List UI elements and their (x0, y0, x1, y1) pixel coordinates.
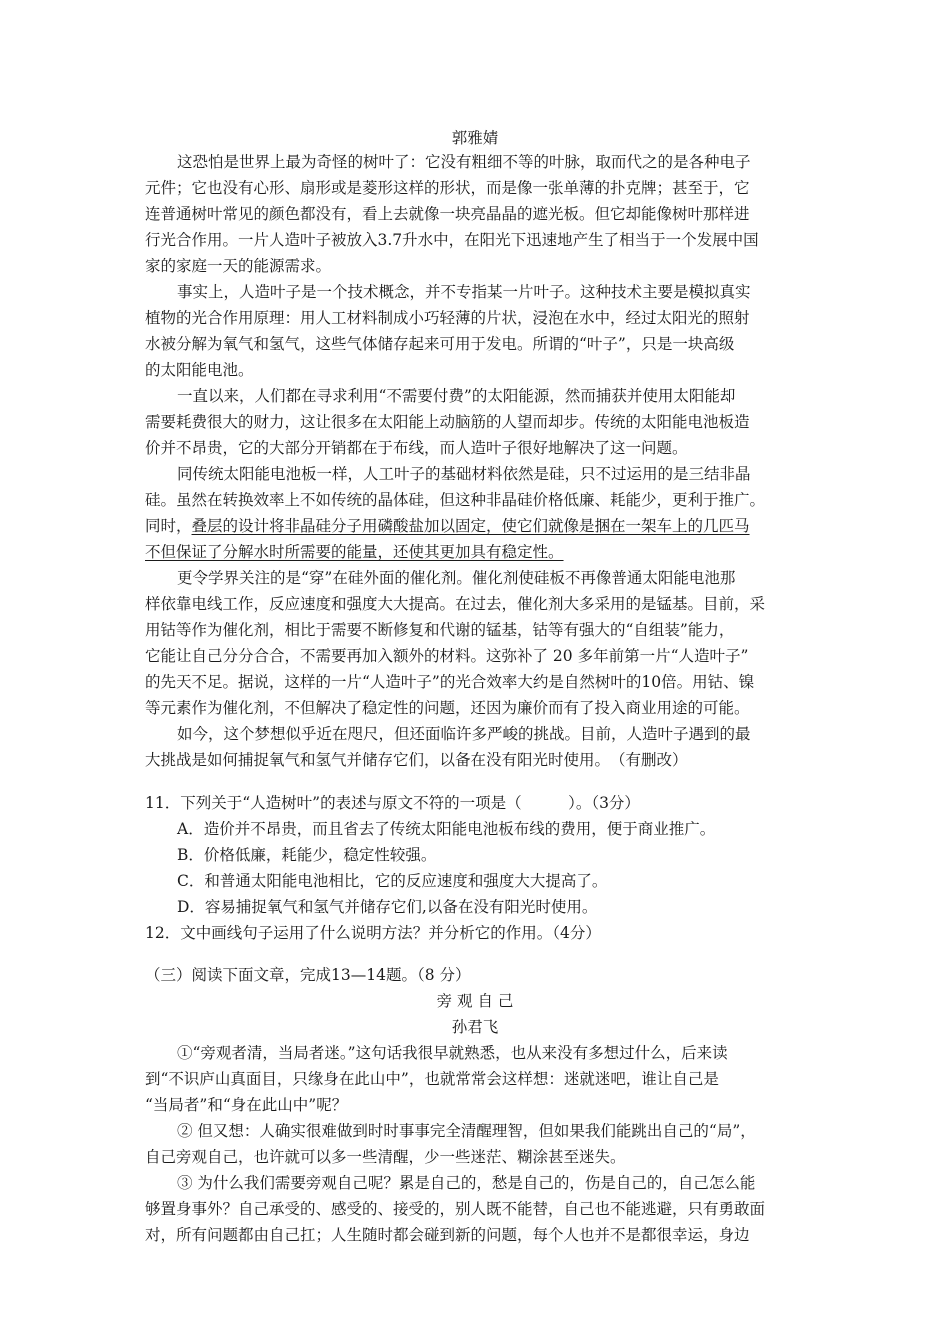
paragraph-line: 植物的光合作用原理：用人工材料制成小巧轻薄的片状，浸泡在水中，经过太阳光的照射 (145, 309, 750, 327)
paragraph-line: 家的家庭一天的能源需求。 (145, 257, 332, 275)
paragraph-line: 自己旁观自己，也许就可以多一些清醒，少一些迷茫、糊涂甚至迷失。 (145, 1148, 626, 1166)
paragraph-line: 更令学界关注的是“穿”在硅外面的催化剂。催化剂使硅板不再像普通太阳能电池那 (177, 569, 736, 587)
paragraph-line: 的先天不足。据说，这样的一片“人造叶子”的光合效率大约是自然树叶的10倍。用钴、镍 (145, 673, 755, 691)
paragraph-line: 价并不昂贵，它的大部分开销都在于布线，而人造叶子很好地解决了这一问题。 (145, 439, 688, 457)
paragraph-line: 同传统太阳能电池板一样，人工叶子的基础材料依然是硅，只不过运用的是三结非晶 (177, 465, 751, 483)
question-11-option-b: B．价格低廉，耗能少，稳定性较强。 (177, 846, 437, 864)
paragraph-line (145, 513, 805, 539)
paragraph-line: 连普通树叶常见的颜色都没有，看上去就像一块亮晶晶的遮光板。但它却能像树叶那样进 (145, 205, 750, 223)
paragraph-line: 事实上，人造叶子是一个技术概念，并不专指某一片叶子。这种技术主要是模拟真实 (177, 283, 751, 301)
article-author: 郭雅婧 (451, 129, 499, 147)
paragraph-line: 对，所有问题都由自己扛；人生随时都会碰到新的问题，每个人也并不是都很幸运，身边 (145, 1226, 750, 1244)
underlined-sentence: 叠层的设计将非晶硅分子用磷酸盐加以固定，使它们就像是捆在一架车上的几匹马 (191, 517, 750, 535)
paragraph-line: 它能让自己分分合合，不需要再加入额外的材料。这弥补了 20 多年前第一片“人造叶子” (145, 647, 749, 665)
article-title: 旁 观 自 己 (436, 992, 514, 1010)
paragraph-line: 样依靠电线工作，反应速度和强度大大提高。在过去，催化剂大多采用的是锰基。目前，采 (145, 595, 766, 613)
paragraph-line: 一直以来，人们都在寻求利用“不需要付费”的太阳能源，然而捕获并使用太阳能却 (177, 387, 736, 405)
paragraph-line: ①“旁观者清，当局者迷。”这句话我很早就熟悉，也从来没有多想过什么，后来读 (177, 1044, 728, 1062)
paragraph-line: 这恐怕是世界上最为奇怪的树叶了：它没有粗细不等的叶脉，取而代之的是各种电子 (177, 153, 751, 171)
underlined-sentence: 不但保证了分解水时所需要的能量，还使其更加具有稳定性。 (145, 543, 564, 561)
paragraph-line: ③ 为什么我们需要旁观自己呢？累是自己的，愁是自己的，伤是自己的，自己怎么能 (177, 1174, 756, 1192)
paragraph-line: 水被分解为氧气和氢气，这些气体储存起来可用于发电。所谓的“叶子”，只是一块高级 (145, 335, 735, 353)
paragraph-line: 用钴等作为催化剂，相比于需要不断修复和代谢的锰基，钴等有强大的“自组装”能力， (145, 621, 735, 639)
paragraph-line: “当局者”和“身在此山中”呢？ (145, 1096, 348, 1114)
paragraph-line: 如今，这个梦想似乎近在咫尺，但还面临许多严峻的挑战。目前，人造叶子遇到的最 (177, 725, 751, 743)
paragraph-line: 行光合作用。一片人造叶子被放入3.7升水中，在阳光下迅速地产生了相当于一个发展中国 (145, 231, 759, 249)
paragraph-line: 元件；它也没有心形、扇形或是菱形这样的形状，而是像一张单薄的扑克牌；甚至于，它 (145, 179, 750, 197)
paragraph-line: 等元素作为催化剂，不但解决了稳定性的问题，还因为廉价而有了投入商业用途的可能。 (145, 699, 750, 717)
question-11: 11．下列关于“人造树叶”的表述与原文不符的一项是（ ）。（3分） (145, 794, 640, 812)
question-12: 12．文中画线句子运用了什么说明方法？并分析它的作用。（4分） (145, 924, 601, 942)
paragraph-line: 的太阳能电池。 (145, 361, 254, 379)
article-author: 孙君飞 (451, 1018, 499, 1036)
section-heading: （三）阅读下面文章，完成13—14题。（8 分） (145, 966, 471, 984)
paragraph-line: 到“不识庐山真面目，只缘身在此山中”，也就常常会这样想：迷就迷吧，谁让自己是 (145, 1070, 719, 1088)
paragraph-text: 同时， (145, 517, 192, 535)
paragraph-line: 硅。虽然在转换效率上不如传统的晶体硅，但这种非晶硅价格低廉、耗能少，更利于推广。 (145, 491, 766, 509)
paragraph-line: 够置身事外？自己承受的、感受的、接受的，别人既不能替，自己也不能逃避，只有勇敢面 (145, 1200, 766, 1218)
paragraph-line (145, 539, 805, 565)
question-11-option-d: D．容易捕捉氧气和氢气并储存它们,以备在没有阳光时使用。 (177, 898, 598, 916)
paragraph-line: 需要耗费很大的财力，这让很多在太阳能上动脑筋的人望而却步。传统的太阳能电池板造 (145, 413, 750, 431)
paragraph-line: ② 但又想：人确实很难做到时时事事完全清醒理智，但如果我们能跳出自己的“局”， (177, 1122, 756, 1140)
question-11-option-a: A．造价并不昂贵，而且省去了传统太阳能电池板布线的费用，便于商业推广。 (177, 820, 716, 838)
question-11-option-c: C．和普通太阳能电池相比，它的反应速度和强度大大提高了。 (177, 872, 608, 890)
paragraph-line: 大挑战是如何捕捉氧气和氢气并储存它们，以备在没有阳光时使用。 （有删改） (145, 751, 688, 769)
